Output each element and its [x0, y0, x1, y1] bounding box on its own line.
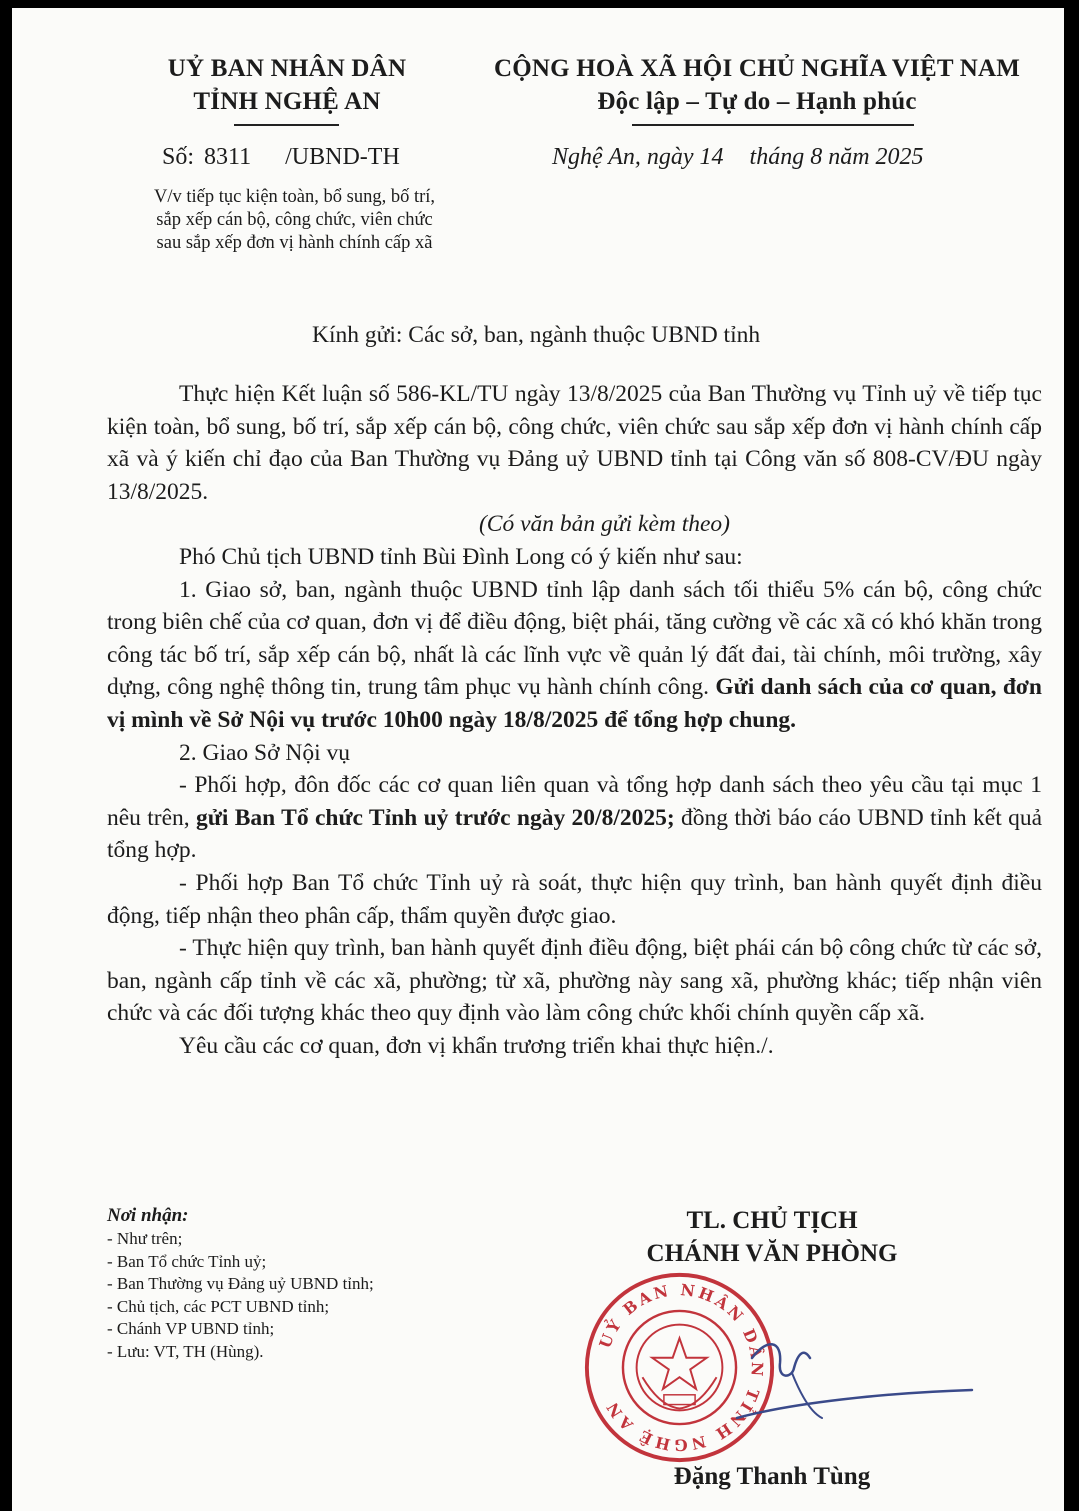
handwritten-signature [732, 1318, 982, 1438]
doc-number-value: 8311 [204, 144, 252, 170]
item-2a-deadline: gửi Ban Tổ chức Tỉnh uỷ trước ngày 20/8/2025; [196, 804, 675, 831]
salutation: Kính gửi: Các sở, ban, ngành thuộc UBND tỉnh [312, 322, 761, 348]
recipient-item: - Lưu: VT, TH (Hùng). [107, 1341, 264, 1361]
doc-number-suffix: /UBND-TH [285, 144, 400, 170]
motto-underline [632, 124, 914, 126]
paragraph-item-1 [107, 574, 1042, 737]
place-date-month-year: tháng 8 năm 2025 [749, 144, 924, 170]
subject-block [107, 186, 482, 255]
signature-title [602, 1204, 942, 1270]
paragraph-intro: Thực hiện Kết luận số 586-KL/TU ngày 13/8/2025 của Ban Thường vụ Tỉnh uỷ về tiếp tục kiện toàn, bổ sung, bố trí, sắp xếp cán bộ, công chức, viên chức sau sắp xếp đơn vị hành chính cấp xã và ý kiến chỉ đạo của Ban Thường vụ Đảng uỷ UBND tỉnh tại Công văn số 808-CV/ĐU ngày 13/8/2025. [107, 381, 1042, 505]
item-1-deadline: Gửi danh sách của cơ quan, đơn vị mình về Sở Nội vụ trước 10h00 ngày 18/8/2025 để tổng hợp chung. [107, 674, 1042, 733]
paragraph-item-2c: - Thực hiện quy trình, ban hành quyết định điều động, biệt phái cán bộ công chức từ các sở, ban, ngành cấp tỉnh về các xã, phường; từ xã, phường này sang xã, phường khác; tiếp nhận viên chức và các đối tượng khác theo quy định vào làm công chức khối chính quyền cấp xã. [107, 935, 1042, 1027]
recipient-item: - Chủ tịch, các PCT UBND tỉnh; [107, 1296, 330, 1316]
subject-line: sắp xếp cán bộ, công chức, viên chức [156, 210, 433, 230]
national-motto [467, 52, 1047, 118]
item-2a-text-end: đồng thời báo cáo UBND tỉnh kết quả tổng hợp. [107, 804, 1042, 864]
signer-name: Đặng Thanh Tùng [673, 1463, 871, 1490]
paragraph-closing: Yêu cầu các cơ quan, đơn vị khẩn trương triển khai thực hiện./. [179, 1032, 774, 1059]
recipient-item: - Ban Tổ chức Tỉnh uỷ; [107, 1251, 267, 1271]
recipients-title: Nơi nhận: [107, 1205, 189, 1226]
document-body [107, 378, 1042, 1062]
paragraph-item-2: 2. Giao Sở Nội vụ [179, 739, 351, 766]
stamp-ring-text: UỶ BAN NHÂN DÂN TỈNH NGHỆ AN [595, 1279, 767, 1455]
org-underline [234, 124, 339, 126]
org-line-2: TỈNH NGHỆ AN [193, 88, 381, 115]
recipients-block [107, 1204, 527, 1363]
paragraph-item-2a [107, 769, 1042, 867]
paragraph-item-2b: - Phối hợp Ban Tổ chức Tỉnh uỷ rà soát, thực hiện quy trình, ban hành quyết định điều động, tiếp nhận theo phân cấp, thẩm quyền được giao. [107, 869, 1042, 929]
org-line-1: UỶ BAN NHÂN DÂN [167, 55, 407, 82]
place-date [552, 144, 924, 171]
signature-line-1: TL. CHỦ TỊCH [686, 1207, 858, 1234]
stamp-inner-ring [623, 1311, 736, 1424]
place-date-day: Nghệ An, ngày 14 [552, 144, 724, 170]
signature-line-2: CHÁNH VĂN PHÒNG [646, 1240, 898, 1267]
recipient-item: - Như trên; [107, 1229, 183, 1248]
item-2a-text: - Phối hợp, đôn đốc các cơ quan liên quan và tổng hợp danh sách theo yêu cầu tại mục 1 nêu trên, [107, 772, 1042, 831]
document-page [12, 8, 1064, 1511]
issuing-organization [122, 52, 452, 118]
subject-line: V/v tiếp tục kiện toàn, bổ sung, bố trí, [153, 187, 436, 207]
recipient-item: - Chánh VP UBND tỉnh; [107, 1319, 275, 1338]
paragraph-opinion: Phó Chủ tịch UBND tỉnh Bùi Đình Long có ý kiến như sau: [179, 543, 743, 570]
doc-number-prefix: Số: [162, 144, 195, 170]
emblem-icon [637, 1325, 723, 1411]
subject-line: sau sắp xếp đơn vị hành chính cấp xã [156, 233, 433, 253]
item-1-text: 1. Giao sở, ban, ngành thuộc UBND tỉnh lập danh sách tối thiểu 5% cán bộ, công chức trong biên chế của cơ quan, đơn vị để điều động, biệt phái, tăng cường về các xã có khó khăn trong công tác bố trí, sắp xếp cán bộ, nhất là các lĩnh vực về quản lý đất đai, tài chính, môi trường, xây dựng, công nghệ thông tin, trung tâm phục vụ hành chính công. [107, 576, 1042, 701]
document-number [162, 144, 400, 171]
attachment-note: (Có văn bản gửi kèm theo) [478, 511, 731, 538]
recipient-item: - Ban Thường vụ Đảng uỷ UBND tỉnh; [107, 1274, 374, 1293]
nation-line-1: CỘNG HOÀ XÃ HỘI CHỦ NGHĨA VIỆT NAM [493, 55, 1021, 82]
nation-line-2: Độc lập – Tự do – Hạnh phúc [597, 88, 917, 115]
